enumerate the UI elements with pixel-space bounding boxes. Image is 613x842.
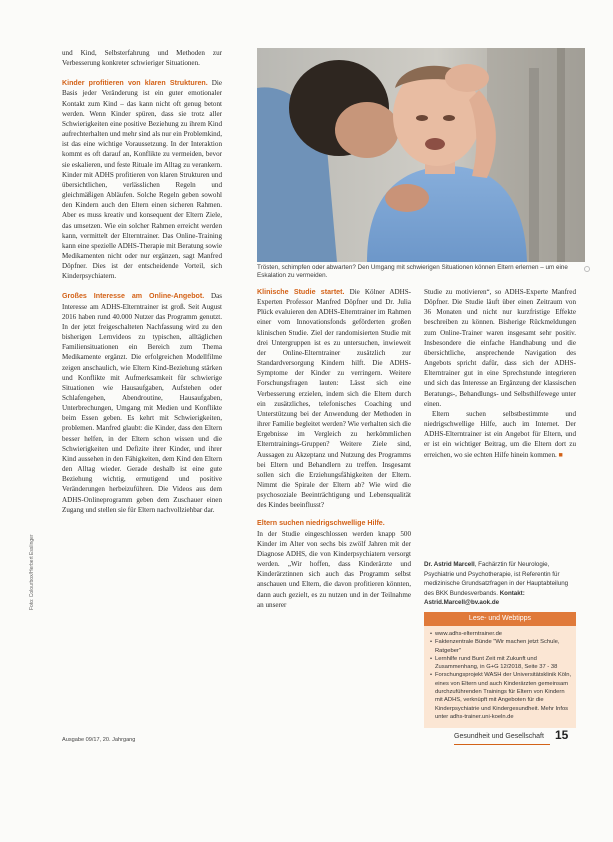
author-contact-label: Kontakt:: [499, 589, 525, 597]
column-2-paragraph-1-text: Die Kölner ADHS-Experten Professor Manfred Döpfner und Dr. Julia Plück evaluieren den ADHS-Elterntrainer im Rahmen einer vom Innovationsfonds geförderten großen klinischen Studie. Ziel der randomisierten Studie mit drei Untergruppen ist es zu untersuchen, inwieweit der Online-Elterntrainer zusätzlich zur Standardversorgung Kindern hilft. Die ADHS-Symptome der Kinder zu verringern. Weitere Forschungsfragen lauten: Lässt sich eine Verbesserung erzielen, indem sich die Eltern durch ein zusätzliches, telefonisches Coaching und Unterstützung bei der Anwendung der Methoden in ihrer Familie begleitet werden? Wie verhalten sich die Ergebnisse im Vergleich zu herkömmlichen Elterntrainings-Gruppen? Weitere Ziele sind, Aussagen zu Akzeptanz und Nutzung des Programms bei Eltern und Behandlern zu treffen. Insgesamt sollen sich die Erziehungsfähigkeiten der Eltern. Nimmt die Spirale der Eltern ab? Wie wird die psychosoziale Beeinträchtigung und Lebensqualität des Kindes beeinflusst?: [257, 288, 411, 510]
reading-tip-item: • Forschungsprojekt WASH der Universitätsklinik Köln, eines von Eltern und auch Kinderärzten gemeinsam durchzuführenden Trainings für Eltern von Kindern mit ADHS, verknüpft mit Angeboten für die Kinderpsychiatrie und Kindergesundheit. Mehr Infos unter adhs-trainer.uni-koeln.de: [430, 671, 572, 721]
article-column-2: [257, 287, 411, 610]
reading-tips-list: [424, 626, 576, 721]
reading-tip-item: • Lernhilfe rund Bunt Zeit mit Zukunft und Zusammenhang, in G+G 12/2018, Seite 37 - 38: [430, 655, 572, 672]
subheading-eltern-suchen: Eltern suchen niedrigschwellige Hilfe.: [257, 519, 385, 528]
reading-tip-item[interactable]: • www.adhs-elterntrainer.de: [430, 630, 572, 638]
end-of-article-mark: ■: [558, 450, 563, 459]
registration-mark-icon: [584, 266, 590, 272]
photo-credit: Foto: Colourbox/Herbert Esslinger: [29, 534, 35, 610]
author-description: , Fachärztin für Neurologie, Psychiatrie und Psychotherapie, ist Referentin für medizinische Grundsatzfragen in der Hauptabteilung des BKK Bundesverbands.: [424, 561, 569, 597]
photo-parent-child-illustration: [257, 48, 585, 262]
column-1-paragraph-1: [62, 78, 222, 281]
article-column-1: [62, 48, 222, 515]
reading-tips-title: Lese- und Webtipps: [424, 612, 576, 626]
article-column-3: [424, 287, 576, 460]
section-underline: [454, 744, 550, 745]
reading-tip-item: • Faktenzentrale Bünde "Wir machen jetzt Schule, Ratgeber": [430, 638, 572, 655]
subheading-klinische-studie: Klinische Studie startet.: [257, 288, 345, 296]
photo-caption: Trösten, schimpfen oder abwarten? Den Umgang mit schwierigen Situationen können Eltern erlernen – um eine Eskalation zu vermeiden.: [257, 264, 568, 280]
author-bio: [424, 560, 576, 608]
issue-info: Ausgabe 09/17, 20. Jahrgang: [62, 737, 136, 743]
column-2-paragraph-2: [257, 518, 411, 609]
reading-tips-box: [424, 612, 576, 728]
subheading-grosses-interesse: Großes Interesse am Online-Angebot.: [62, 292, 205, 301]
column-1-paragraph-2-text: Das Interesse am ADHS-Elterntrainer ist groß. Seit August 2016 haben rund 40.000 Nutzer das Programm genutzt. In der jetzt freigeschalteten Nachfassung wird zu den bisherigen Lernvideos zu typischen, alltäglichen Familiensituationen ein Bereich zum Thema Medikamente ergänzt. Die erfolgreichen Modellfilme zeigen anschaulich, wie Eltern Kind-Beziehung stärken und Konflikte mit Aufmerksamkeit für schwierige Situationen wie Hausaufgaben, Aufstehen oder Schlafengehen, Abendroutine, Hausaufgaben, Unterbrechungen, Umgang mit Medien und Konflikte beim Essen geben. Es kehrt mit Schwierigkeiten, problemen. Manfred glaubt: die Kinder, dass den Eltern besser helfen, in der Eltern schon wissen und die Schwierigkeiten und Defizite ihrer Kinder, und ihrer Kind aussehen in den Fähigkeiten, dem Kind den Eltern den Alltag wieder. Gerade deshalb ist eine gute Beziehung wichtig, ermutigend und positive Veränderungen herbeizuführen. Die Videos aus dem ADHS-Onlineprogramm geben dem Zuschauer einen Zugang und stellen sie für Eltern nachvollziehbar dar.: [62, 292, 222, 514]
column-1-paragraph-1-text: Die Basis jeder Veränderung ist ein guter emotionaler Kontakt zum Kind – das kann nicht oft genug betont werden. Wenn Kinder spüren, dass sie trotz aller Schwierigkeiten eine positive Beziehung zu ihrem Kind aufrechterhalten und mehr sind als nur ein Problemkind, ist das eine wichtige Voraussetzung. In der Interaktion kommt es oft darauf an, Konflikte zu vermeiden, bevor sie eskalieren, und feste Rituale im Alltag zu verankern. Kinder mit ADHS profitieren von klaren Strukturen und übersichtlichen, verlässlichen Regeln und gleichmäßigen Abläufen. Solche Regeln geben sowohl den Kindern auch den Eltern einen sicheren Rahmen. Aber es muss kreativ und konsequent der Eltern Ziele, das umsetzen. Wie ein solcher Rahmen erreicht werden kann, vermittelt der Elterntrainer. Das Online-Training kann eine spezielle ADHS-Therapie mit Beratung sowie Medikamenten nicht oder nur ergänzen, sagt Manfred Döpfner. Dies ist der entscheidende Vorteil, sich Kinderpsychiatern.: [62, 79, 222, 281]
author-name: Dr. Astrid Marcell: [424, 561, 475, 568]
section-label: [454, 733, 544, 740]
column-2-paragraph-1: [257, 287, 411, 510]
column-3-paragraph-2: [424, 409, 576, 460]
column-2-paragraph-2-text: In der Studie eingeschlossen werden knapp 500 Kinder im Alter von sechs bis zwölf Jahren mit der Diagnose ADHS, die von Kinderpsychiatern versorgt werden. „Wir hoffen, dass Kinderärzte und Kinderärztinnen sich auch das Programm selbst anschauen und Eltern, die davon profitieren könnten, dann auch gezielt, es zu nutzen und in der Teilnahme an unserer: [257, 529, 411, 609]
column-3-paragraph-1: Studie zu motivieren“, so ADHS-Experte Manfred Döpfner. Die Studie läuft über einen Zeitraum von 36 Monaten und nicht nur kurzfristige Effekte beschreiben zu können. Bisherige Rückmeldungen zum Online-Trainer waren insgesamt sehr positiv. Insbesondere die einfache Handhabung und die übersichtliche, ansprechende Navigation des Angebots spricht dafür, dass sich der ADHS-Elterntrainer gut in eine Sprechstunde integrieren und sich das Interesse an Ergänzung der klassischen Beratungs-, Behandlungs- und Selbsthilfewege unter einen.: [424, 288, 576, 408]
section-label-text: Gesundheit und Gesellschaft: [454, 733, 544, 740]
column-3-paragraph-2-text: Eltern suchen selbstbestimmte und niedrigschwellige Hilfe, auch im Internet. Der ADHS-Elterntrainer ist ein Angebot für Eltern, und er ist ein wichtiger Beitrag, um die Eltern dort zu erreichen, wo sie echten Hilfe hinein kommen.: [424, 409, 576, 459]
article-photo: [257, 48, 585, 262]
column-1-intro: und Kind, Selbsterfahrung und Methoden zur Verbesserung konkreter schwieriger Situationen.: [62, 49, 222, 68]
subheading-kinder-profitieren: Kinder profitieren von klaren Strukturen.: [62, 79, 208, 88]
column-1-paragraph-2: [62, 291, 222, 514]
page-number: 15: [555, 728, 569, 742]
author-contact-email[interactable]: Astrid.Marcell@bv.aok.de: [424, 599, 500, 607]
